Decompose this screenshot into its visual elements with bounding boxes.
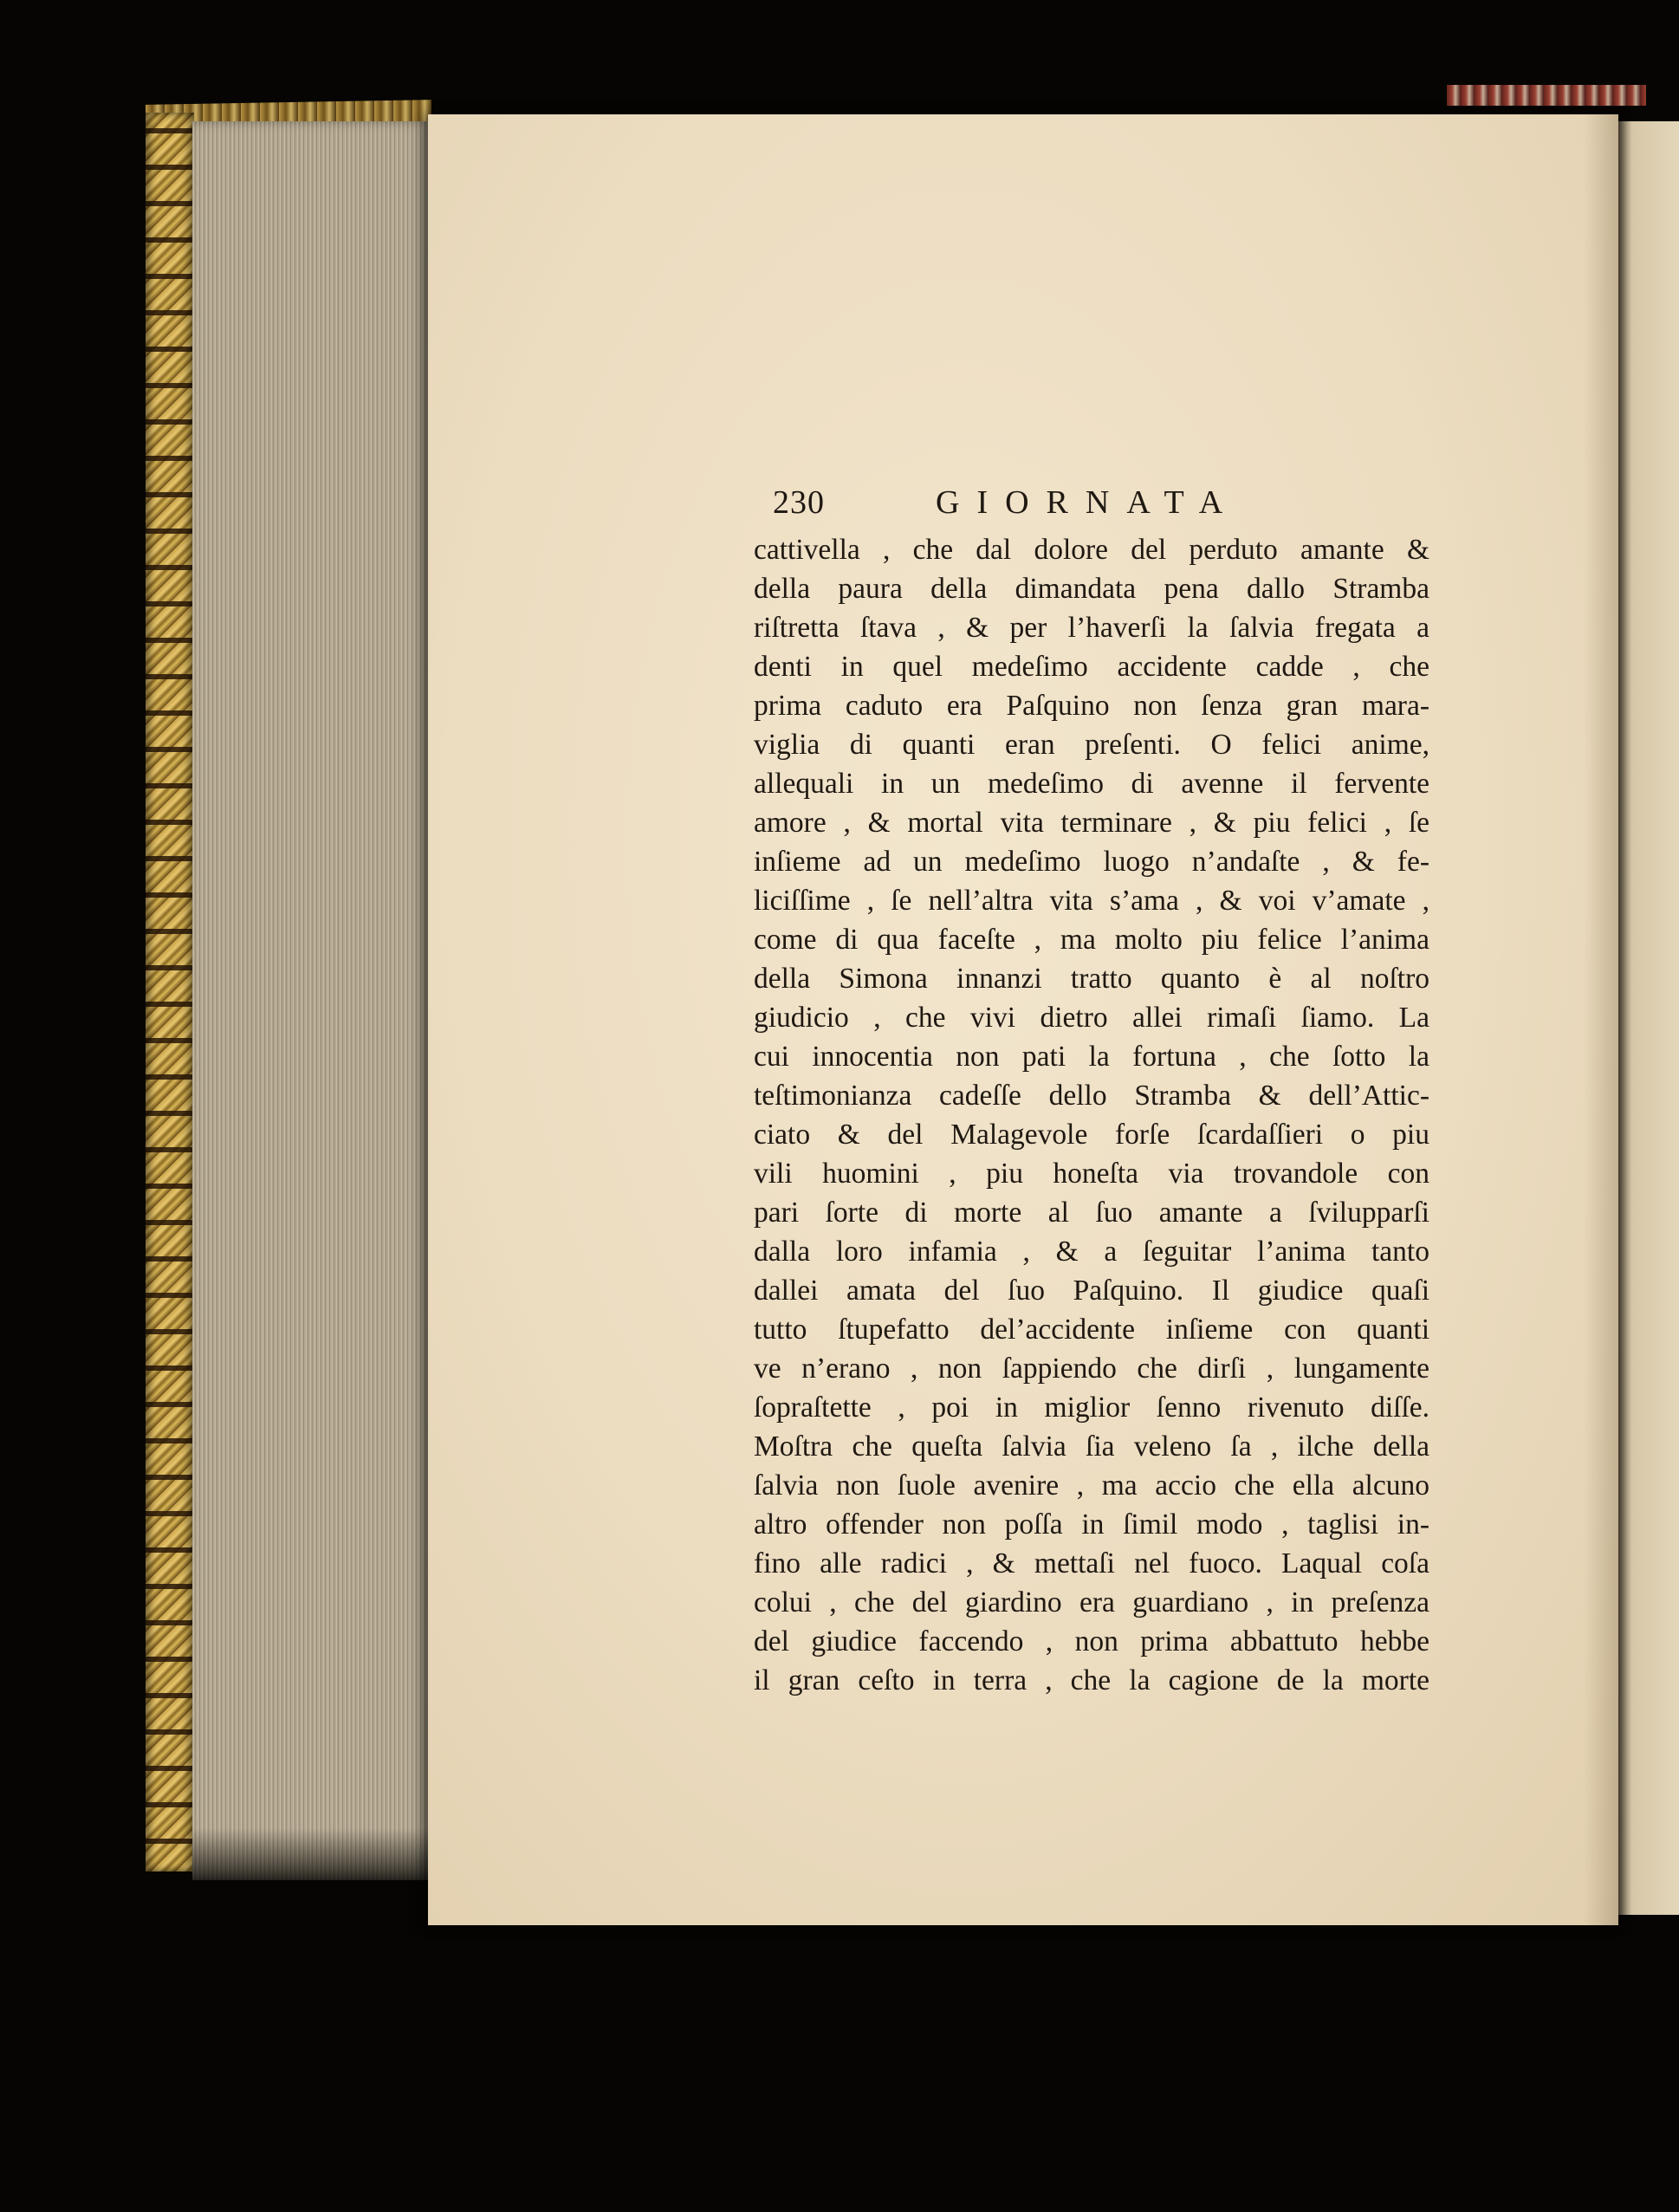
- gilded-spine: [146, 113, 194, 1871]
- text-line: teſtimonianza cadeſſe dello Stramba & dell’Attic-: [754, 1080, 1429, 1112]
- text-line: pari ſorte di morte al ſuo amante a ſvilupparſi: [754, 1197, 1429, 1229]
- text-line: vili huomini , piu honeſta via trovandole con: [754, 1158, 1429, 1190]
- binding-headband: [1447, 85, 1646, 106]
- text-line: colui , che del giardino era guardiano , in preſenza: [754, 1586, 1429, 1618]
- running-head: [754, 475, 1429, 530]
- text-line: amore , & mortal vita terminare , & piu felici , ſe: [754, 807, 1429, 839]
- text-line: prima caduto era Paſquino non ſenza gran mara-: [754, 690, 1429, 722]
- text-line: giudicio , che vivi dietro allei rimaſi ſiamo. La: [754, 1002, 1429, 1034]
- text-line: Moſtra che queſta ſalvia ſia veleno ſa , ilche della: [754, 1430, 1429, 1463]
- text-line: cattivella , che dal dolore del perduto amante &: [754, 534, 1429, 566]
- text-line: liciſſime , ſe nell’altra vita s’ama , & voi v’amate ,: [754, 885, 1429, 917]
- text-line: ſalvia non ſuole avenire , ma accio che ella alcuno: [754, 1469, 1429, 1502]
- text-line: ſopraſtette , poi in miglior ſenno rivenuto diſſe.: [754, 1391, 1429, 1424]
- text-line: come di qua faceſte , ma molto piu felice l’anima: [754, 924, 1429, 956]
- running-title: GIORNATA: [936, 484, 1241, 521]
- text-line: fino alle radici , & mettaſi nel fuoco. Laqual coſa: [754, 1547, 1429, 1580]
- text-line: denti in quel medeſimo accidente cadde , che: [754, 651, 1429, 683]
- text-line: inſieme ad un medeſimo luogo n’andaſte , & fe-: [754, 846, 1429, 878]
- text-line: cui innocentia non pati la fortuna , che ſotto la: [754, 1041, 1429, 1073]
- page-text: [754, 475, 1429, 1700]
- text-line: allequali in un medeſimo di avenne il fervente: [754, 768, 1429, 800]
- page-block-edge: [192, 121, 433, 1880]
- text-line: viglia di quanti eran preſenti. O felici anime,: [754, 729, 1429, 761]
- text-line: della paura della dimandata pena dallo Stramba: [754, 573, 1429, 605]
- page-number: 230: [773, 484, 825, 521]
- text-line: tutto ſtupefatto del’accidente inſieme con quanti: [754, 1314, 1429, 1346]
- text-line: ciato & del Malagevole forſe ſcardaſſieri o piu: [754, 1119, 1429, 1151]
- text-line: il gran ceſto in terra , che la cagione de la morte: [754, 1664, 1429, 1696]
- text-line: dalla loro infamia , & a ſeguitar l’anima tanto: [754, 1236, 1429, 1268]
- text-line: ve n’erano , non ſappiendo che dirſi , lungamente: [754, 1352, 1429, 1385]
- page-block-shadow: [192, 1828, 433, 1880]
- facing-page-edge: [1611, 121, 1679, 1915]
- text-line: della Simona innanzi tratto quanto è al noſtro: [754, 963, 1429, 995]
- text-line: riſtretta ſtava , & per l’haverſi la ſalvia fregata a: [754, 612, 1429, 644]
- text-line: dallei amata del ſuo Paſquino. Il giudice quaſi: [754, 1275, 1429, 1307]
- body-text: [754, 530, 1429, 1700]
- text-line: del giudice faccendo , non prima abbattuto hebbe: [754, 1625, 1429, 1657]
- text-line: altro offender non poſſa in ſimil modo , taglisi in-: [754, 1508, 1429, 1541]
